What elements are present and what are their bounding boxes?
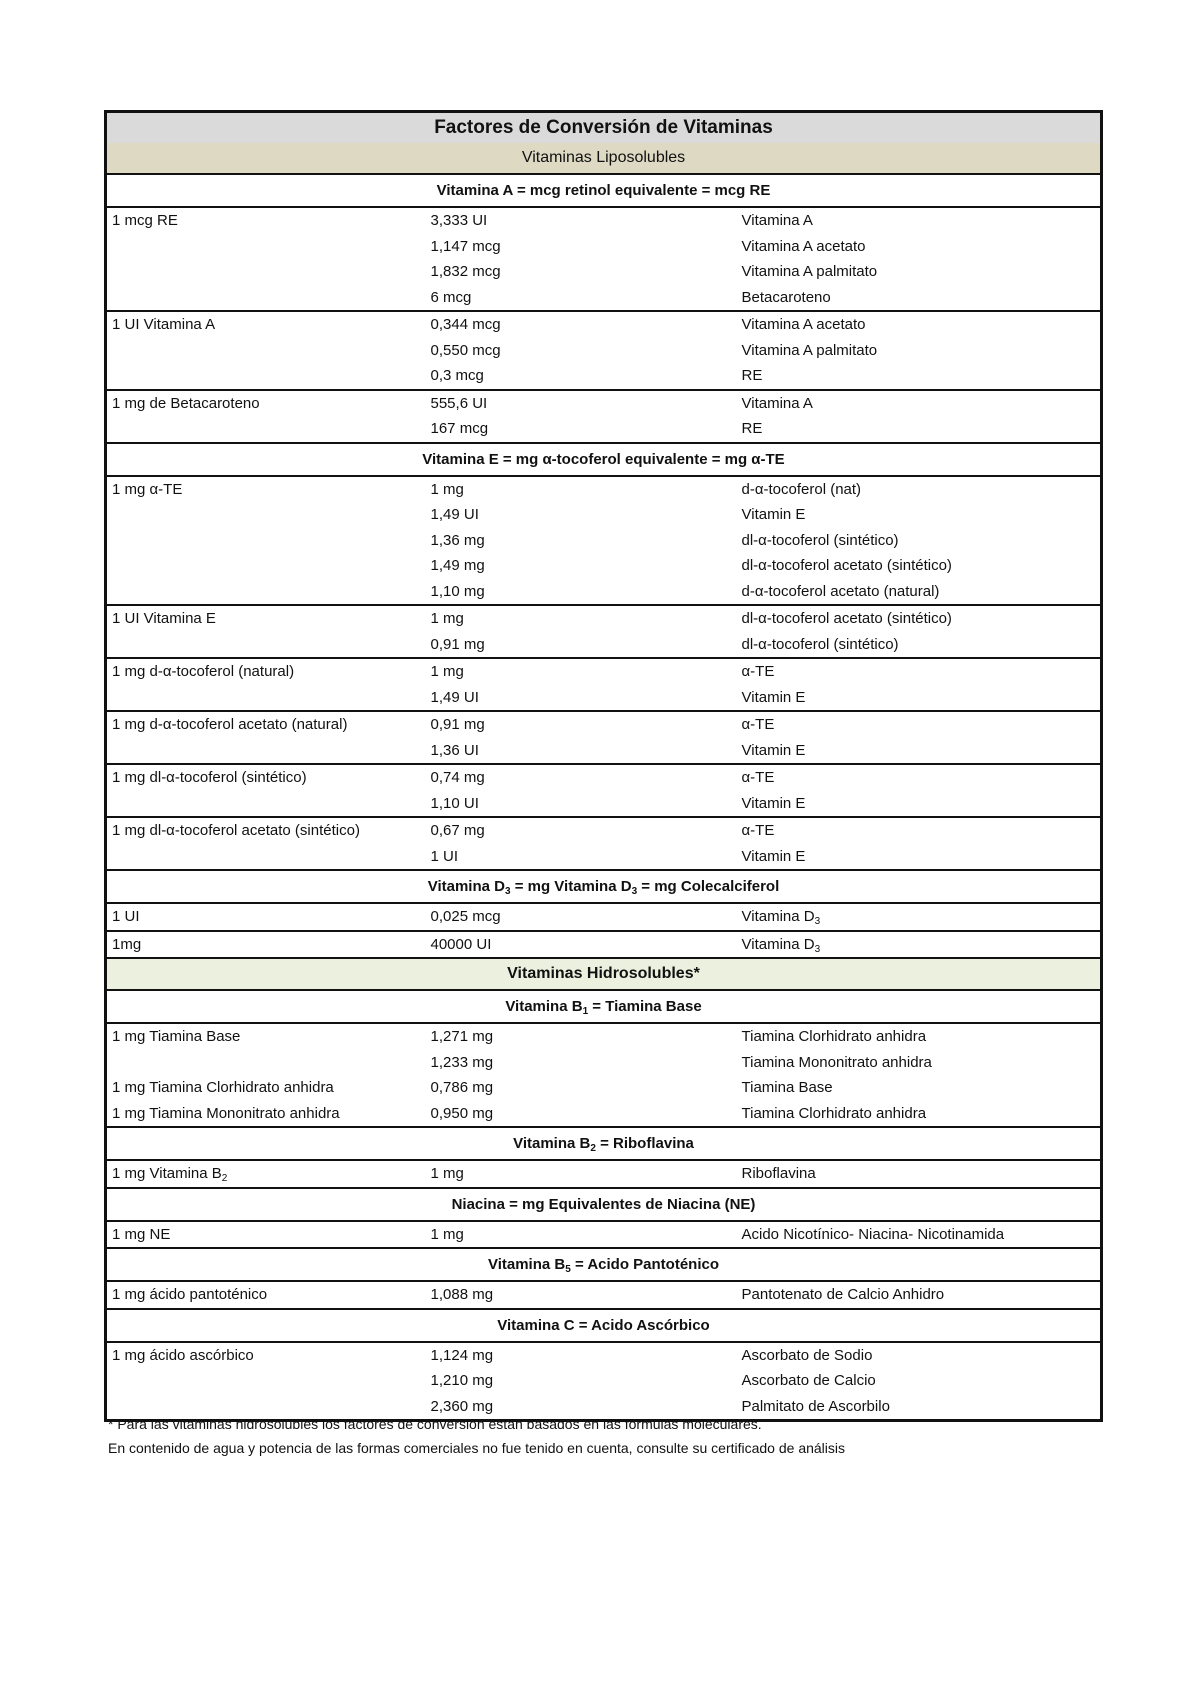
table-cell: 1 mg bbox=[430, 480, 464, 498]
table-cell bbox=[106, 1368, 426, 1394]
conversion-sheet bbox=[104, 110, 1100, 1422]
table-cell: dl-α-tocoferol (sintético) bbox=[741, 531, 899, 549]
table-cell: 3,333 UI bbox=[430, 212, 488, 229]
table-row bbox=[106, 528, 1102, 554]
table-cell: 1,49 UI bbox=[430, 506, 479, 523]
table-row bbox=[106, 605, 1102, 632]
table-cell bbox=[106, 1160, 426, 1188]
table-cell bbox=[106, 285, 426, 312]
table-row bbox=[106, 1101, 1102, 1128]
table-cell: Vitamin E bbox=[741, 688, 806, 706]
table-cell: 0,91 mg bbox=[430, 635, 485, 653]
table-cell: α-TE bbox=[737, 764, 1102, 791]
table-row bbox=[106, 1221, 1102, 1249]
table-cell: Pantotenato de Calcio Anhidro bbox=[741, 1286, 945, 1303]
table-cell: d-α-tocoferol (nat) bbox=[741, 480, 862, 498]
table-cell bbox=[106, 528, 426, 554]
table-cell: 0,67 mg bbox=[426, 817, 737, 844]
table-cell: Vitamina A palmitato bbox=[741, 263, 878, 280]
table-cell: Tiamina Clorhidrato anhidra bbox=[741, 1028, 927, 1045]
table-cell: Tiamina Base bbox=[741, 1079, 833, 1096]
table-cell bbox=[106, 685, 426, 712]
title-row bbox=[106, 112, 1102, 144]
table-cell: 40000 UI bbox=[426, 931, 737, 959]
table-row bbox=[106, 416, 1102, 443]
table-cell: 1,088 mg bbox=[430, 1286, 494, 1303]
table-cell bbox=[106, 844, 426, 871]
table-cell: RE bbox=[741, 367, 763, 384]
table-cell: 2,360 mg bbox=[430, 1397, 494, 1415]
table-cell: 0,91 mg bbox=[426, 711, 737, 738]
table-cell: Ascorbato de Calcio bbox=[741, 1372, 876, 1389]
table-cell: Tiamina Mononitrato anhidra bbox=[741, 1053, 932, 1071]
table-cell: Vitamina A bbox=[741, 212, 813, 229]
group-hidrosolubles bbox=[106, 958, 1102, 990]
table-row bbox=[106, 390, 1102, 417]
table-cell: 0,74 mg bbox=[426, 764, 737, 791]
table-cell: 1 mg bbox=[430, 1225, 464, 1243]
table-cell bbox=[106, 579, 426, 606]
section-title bbox=[106, 1127, 1102, 1160]
cell-text: Vitamina D bbox=[741, 935, 815, 953]
table-cell: RE bbox=[741, 420, 763, 437]
table-cell: Vitamina A acetato bbox=[741, 237, 866, 255]
table-cell bbox=[737, 903, 1102, 931]
table-cell: Ascorbato de Sodio bbox=[741, 1346, 873, 1364]
table-cell: α-TE bbox=[737, 658, 1102, 685]
table-cell: 1,36 mg bbox=[430, 531, 485, 549]
cell-text: Vitamina D bbox=[741, 908, 815, 925]
table-cell: 1,49 UI bbox=[430, 688, 479, 706]
table-cell: 1 UI Vitamina A bbox=[106, 311, 426, 338]
section-vitamina-e bbox=[106, 443, 1102, 476]
table-row bbox=[106, 553, 1102, 579]
table-row bbox=[106, 234, 1102, 260]
table-cell bbox=[106, 791, 426, 818]
section-title-part: Vitamina B bbox=[505, 998, 583, 1015]
table-row bbox=[106, 207, 1102, 234]
section-title-part: = Tiamina Base bbox=[588, 998, 702, 1015]
group-label: Vitaminas Liposolubles bbox=[106, 143, 1102, 174]
table-cell: α-TE bbox=[737, 817, 1102, 844]
table-cell: α-TE bbox=[737, 711, 1102, 738]
section-title bbox=[106, 870, 1102, 903]
table-row bbox=[106, 363, 1102, 390]
table-cell: 1 mcg RE bbox=[112, 212, 178, 229]
section-title: Vitamina A = mcg retinol equivalente = mcg RE bbox=[106, 174, 1102, 207]
section-niacina bbox=[106, 1188, 1102, 1221]
table-row bbox=[106, 658, 1102, 685]
table-cell bbox=[106, 363, 426, 390]
table-cell: dl-α-tocoferol (sintético) bbox=[741, 635, 899, 653]
section-vitamina-d3 bbox=[106, 870, 1102, 903]
table-row bbox=[106, 502, 1102, 528]
subscript: 2 bbox=[590, 1143, 596, 1154]
table-row bbox=[106, 259, 1102, 285]
section-title-part: = Acido Pantoténico bbox=[570, 1256, 720, 1273]
table-cell: 1,147 mcg bbox=[430, 237, 501, 255]
table-cell: Betacaroteno bbox=[741, 288, 831, 306]
cell-text: 1 mg Vitamina B bbox=[112, 1165, 222, 1182]
group-label: Vitaminas Hidrosolubles* bbox=[106, 958, 1102, 990]
table-cell bbox=[106, 502, 426, 528]
table-cell: 1 mg α-TE bbox=[112, 480, 183, 498]
page-title: Factores de Conversión de Vitaminas bbox=[106, 112, 1102, 144]
table-cell: 0,950 mg bbox=[430, 1104, 494, 1122]
table-cell: 6 mcg bbox=[430, 288, 472, 306]
table-cell bbox=[106, 1050, 426, 1076]
table-cell: Vitamina A palmitato bbox=[741, 341, 878, 359]
table-row bbox=[106, 685, 1102, 712]
table-cell: 1mg bbox=[106, 931, 426, 959]
table-row bbox=[106, 1368, 1102, 1394]
footnote: * Para las vitaminas hidrosolubles los factores de conversión estan basados en las fórmulas moleculares. bbox=[108, 1416, 762, 1432]
table-cell: 1,271 mg bbox=[430, 1028, 494, 1045]
subscript: 3 bbox=[814, 943, 821, 955]
table-cell: 1 mg bbox=[430, 1165, 464, 1182]
table-row bbox=[106, 338, 1102, 364]
table-cell: 1 mg Tiamina Clorhidrato anhidra bbox=[112, 1079, 334, 1096]
table-cell: Vitamin E bbox=[741, 741, 806, 759]
table-cell: 167 mcg bbox=[430, 420, 489, 437]
table-cell: 1 UI bbox=[430, 847, 459, 865]
table-cell: d-α-tocoferol acetato (natural) bbox=[741, 582, 940, 600]
table-cell: dl-α-tocoferol acetato (sintético) bbox=[737, 605, 1102, 632]
section-title-part: Vitamina B bbox=[513, 1135, 591, 1152]
table-cell: 1 mg d-α-tocoferol (natural) bbox=[106, 658, 426, 685]
table-cell: 1 UI bbox=[112, 908, 140, 925]
table-cell bbox=[737, 931, 1102, 959]
table-cell: Vitamin E bbox=[741, 506, 806, 523]
table-cell: 0,025 mcg bbox=[430, 908, 501, 925]
table-cell: 1 mg bbox=[426, 658, 737, 685]
subscript: 3 bbox=[631, 886, 638, 897]
table-cell: 0,3 mcg bbox=[430, 367, 484, 384]
table-cell: 1 mg Tiamina Mononitrato anhidra bbox=[112, 1104, 340, 1122]
table-row bbox=[106, 844, 1102, 871]
table-cell bbox=[106, 553, 426, 579]
table-cell: 1 mg de Betacaroteno bbox=[106, 390, 426, 417]
table-cell: Vitamin E bbox=[741, 794, 806, 812]
table-row bbox=[106, 764, 1102, 791]
group-liposolubles bbox=[106, 143, 1102, 174]
section-vitamina-b1 bbox=[106, 990, 1102, 1023]
section-title-part: Vitamina D bbox=[427, 878, 505, 895]
table-cell bbox=[106, 259, 426, 285]
table-row bbox=[106, 1075, 1102, 1101]
table-row bbox=[106, 738, 1102, 765]
table-row bbox=[106, 711, 1102, 738]
table-cell bbox=[106, 338, 426, 364]
table-cell: 1 mg NE bbox=[112, 1225, 171, 1243]
section-title: Vitamina C = Acido Ascórbico bbox=[106, 1309, 1102, 1342]
table-cell: 1 mg bbox=[426, 605, 737, 632]
section-vitamina-b5 bbox=[106, 1248, 1102, 1281]
table-cell: 1 mg ácido pantoténico bbox=[112, 1286, 268, 1303]
table-cell: 0,550 mcg bbox=[430, 341, 501, 359]
section-title: Vitamina E = mg α-tocoferol equivalente = mg α-TE bbox=[106, 443, 1102, 476]
section-vitamina-c bbox=[106, 1309, 1102, 1342]
table-cell: Riboflavina bbox=[741, 1165, 816, 1182]
table-cell: 1,832 mcg bbox=[430, 263, 501, 280]
table-row bbox=[106, 1023, 1102, 1050]
section-title: Niacina = mg Equivalentes de Niacina (NE) bbox=[106, 1188, 1102, 1221]
table-cell bbox=[106, 234, 426, 260]
table-row bbox=[106, 791, 1102, 818]
table-cell bbox=[106, 632, 426, 659]
conversion-table bbox=[104, 110, 1103, 1422]
table-cell: 1 mg dl-α-tocoferol (sintético) bbox=[106, 764, 426, 791]
table-cell: 1,233 mg bbox=[430, 1053, 494, 1071]
section-vitamina-a bbox=[106, 174, 1102, 207]
table-cell: 1,49 mg bbox=[430, 557, 485, 574]
footnotes bbox=[108, 1412, 845, 1460]
table-cell: 0,344 mcg bbox=[426, 311, 737, 338]
table-cell: 1,124 mg bbox=[430, 1346, 494, 1364]
table-cell: Vitamina A bbox=[737, 390, 1102, 417]
table-row bbox=[106, 1050, 1102, 1076]
subscript: 5 bbox=[565, 1264, 571, 1275]
table-cell: 1 mg d-α-tocoferol acetato (natural) bbox=[106, 711, 426, 738]
section-title-part: = Riboflavina bbox=[595, 1135, 694, 1152]
subscript: 3 bbox=[504, 886, 511, 897]
table-cell: Vitamina A acetato bbox=[737, 311, 1102, 338]
subscript: 1 bbox=[582, 1006, 589, 1017]
table-cell: Vitamin E bbox=[741, 847, 806, 865]
table-cell: 0,786 mg bbox=[430, 1079, 494, 1096]
subscript: 2 bbox=[221, 1173, 228, 1184]
table-row bbox=[106, 311, 1102, 338]
table-row bbox=[106, 1342, 1102, 1369]
table-cell: 1,10 mg bbox=[430, 582, 485, 600]
table-row bbox=[106, 1160, 1102, 1188]
table-cell: Palmitato de Ascorbilo bbox=[741, 1397, 890, 1415]
table-cell: dl-α-tocoferol acetato (sintético) bbox=[741, 557, 952, 574]
table-cell: 1,10 UI bbox=[430, 794, 479, 812]
table-cell bbox=[106, 738, 426, 765]
table-row bbox=[106, 903, 1102, 931]
section-title-part: Vitamina B bbox=[487, 1256, 566, 1273]
section-vitamina-b2 bbox=[106, 1127, 1102, 1160]
section-title bbox=[106, 990, 1102, 1023]
table-row bbox=[106, 931, 1102, 959]
subscript: 3 bbox=[814, 916, 821, 927]
table-cell: 1 mg Tiamina Base bbox=[112, 1028, 241, 1045]
table-cell: 1,210 mg bbox=[430, 1372, 494, 1389]
table-row bbox=[106, 817, 1102, 844]
table-row bbox=[106, 1281, 1102, 1309]
table-cell: 1 mg ácido ascórbico bbox=[112, 1346, 254, 1364]
table-cell: 1 mg dl-α-tocoferol acetato (sintético) bbox=[106, 817, 426, 844]
table-row bbox=[106, 632, 1102, 659]
section-title-part: = mg Colecalciferol bbox=[637, 878, 780, 895]
table-cell: Tiamina Clorhidrato anhidra bbox=[741, 1104, 927, 1122]
table-cell bbox=[106, 416, 426, 443]
table-cell: 1,36 UI bbox=[430, 741, 479, 759]
table-row bbox=[106, 476, 1102, 503]
table-row bbox=[106, 579, 1102, 606]
footnote: En contenido de agua y potencia de las formas comerciales no fue tenido en cuenta, consulte su certificado de análisis bbox=[108, 1440, 846, 1456]
table-cell: Acido Nicotínico- Niacina- Nicotinamida bbox=[741, 1225, 1005, 1243]
table-cell: 555,6 UI bbox=[426, 390, 737, 417]
table-row bbox=[106, 285, 1102, 312]
section-title-part: = mg Vitamina D bbox=[510, 878, 632, 895]
section-title bbox=[106, 1248, 1102, 1281]
table-cell: 1 UI Vitamina E bbox=[106, 605, 426, 632]
